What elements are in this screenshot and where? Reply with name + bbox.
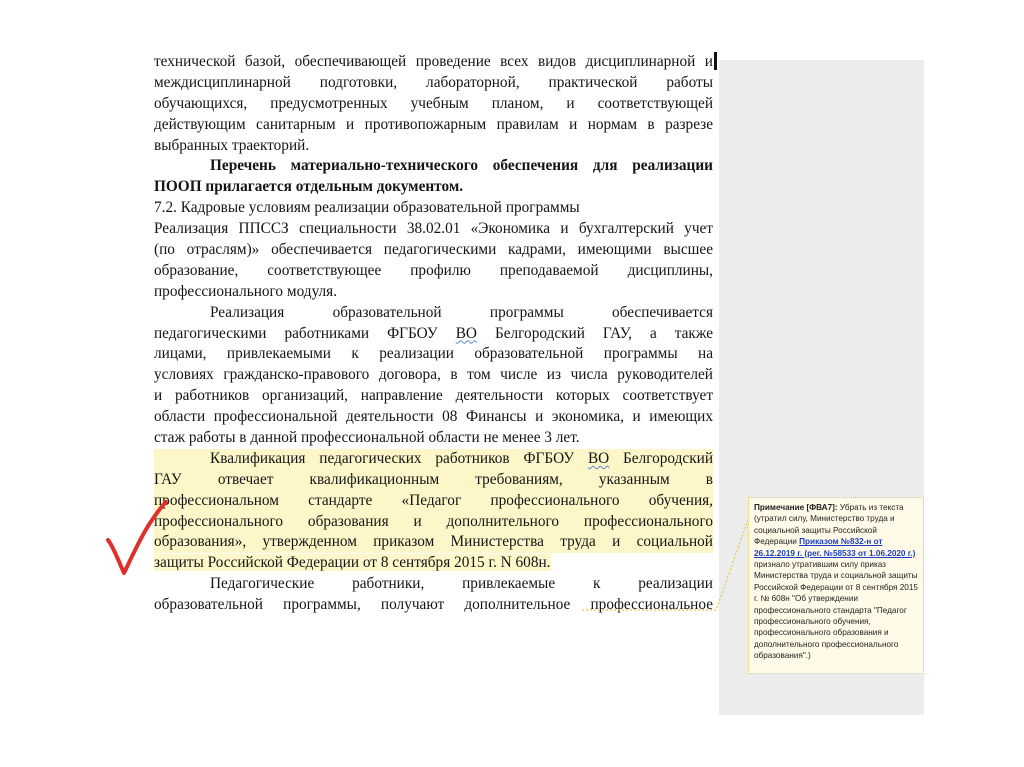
section-heading: 7.2. Кадровые условиям реализации образовательной программы bbox=[154, 199, 580, 217]
highlighted-text-line[interactable]: профессиональном стандарте «Педагог профессионального обучения, bbox=[154, 491, 713, 512]
text-line: профессионального модуля. bbox=[154, 282, 338, 300]
text-line: обучающихся, предусмотренных учебным планом, и соответствующей bbox=[154, 94, 713, 112]
spellcheck-underline: ВО bbox=[587, 449, 610, 467]
text-line: Педагогические работники, привлекаемые к реализации bbox=[210, 575, 713, 593]
comment-text: Убрать из текста (утратил силу, Министерство труда и социальной защиты Российской Федерации bbox=[754, 503, 904, 547]
highlighted-text-line[interactable]: образования», утвержденном приказом Министерства труда и социальной bbox=[154, 532, 713, 553]
bold-text-line: ПООП прилагается отдельным документом. bbox=[154, 178, 464, 196]
text-line: педагогическими работниками ФГБОУ ВО Белгородский ГАУ, а также bbox=[154, 324, 714, 342]
text-line: действующим санитарным и противопожарным правилам и нормам в разрезе bbox=[154, 115, 713, 133]
text-line: (по отраслям)» обеспечивается педагогическими кадрами, имеющими высшее bbox=[154, 241, 713, 259]
comment-header: Примечание [ФВА7]: bbox=[754, 503, 838, 512]
text-line: условиях гражданско-правового договора, в том числе из числа руководителей bbox=[154, 366, 713, 384]
text-line: Реализация образовательной программы обеспечивается bbox=[210, 303, 713, 321]
text-line: междисциплинарной подготовки, лабораторной, практической работы bbox=[154, 73, 713, 91]
comment-balloon[interactable] bbox=[748, 497, 924, 674]
comment-link[interactable]: Приказом №832-н от 26.12.2019 г. (рег. №58533 от 1.06.2020 г.) bbox=[754, 537, 916, 558]
text-line: лицами, привлекаемыми к реализации образовательной программы на bbox=[154, 345, 713, 363]
comment-text: признало утратившим силу приказ Министерства труда и социальной защиты Российской Федерации от 8 сентября 2015 г. № 608н "Об утверждении профессионального стандарта "Педагог профессионального обучения, профессионального образования и дополнительного профессионального образования".) bbox=[754, 560, 918, 661]
text-line: Реализация ППССЗ специальности 38.02.01 «Экономика и бухгалтерский учет bbox=[154, 220, 713, 238]
text-line: стаж работы в данной профессиональной области не менее 3 лет. bbox=[154, 429, 580, 447]
highlighted-text-line-last[interactable] bbox=[154, 553, 713, 574]
text-line: выбранных траекторий. bbox=[154, 136, 310, 154]
text-line: области профессиональной деятельности 08 Финансы и экономика, и имеющих bbox=[154, 408, 713, 426]
text-line: и работников организаций, направление деятельности которых соответствует bbox=[154, 387, 713, 405]
text-cursor-mark bbox=[714, 52, 717, 70]
text-line: технической базой, обеспечивающей проведение всех видов дисциплинарной и bbox=[154, 53, 713, 70]
highlighted-text-fragment: защиты Российской Федерации от 8 сентября 2015 г. N 608н. bbox=[154, 554, 551, 572]
highlighted-text-line[interactable]: ГАУ отвечает квалификационным требованиям, указанным в bbox=[154, 470, 713, 491]
bold-text-line: Перечень материально-технического обеспечения для реализации bbox=[210, 157, 713, 175]
spellcheck-underline: ВО bbox=[455, 324, 477, 342]
text-line: образование, соответствующее профилю преподаваемой дисциплины, bbox=[154, 261, 713, 279]
document-body[interactable] bbox=[154, 52, 713, 616]
highlighted-text-line[interactable]: Квалификация педагогических работников ФГБОУ ВО Белгородский bbox=[154, 449, 713, 470]
highlighted-text-line[interactable]: профессионального образования и дополнительного профессионального bbox=[154, 512, 713, 533]
text-line: образовательной программы, получают дополнительное профессиональное bbox=[154, 596, 713, 614]
